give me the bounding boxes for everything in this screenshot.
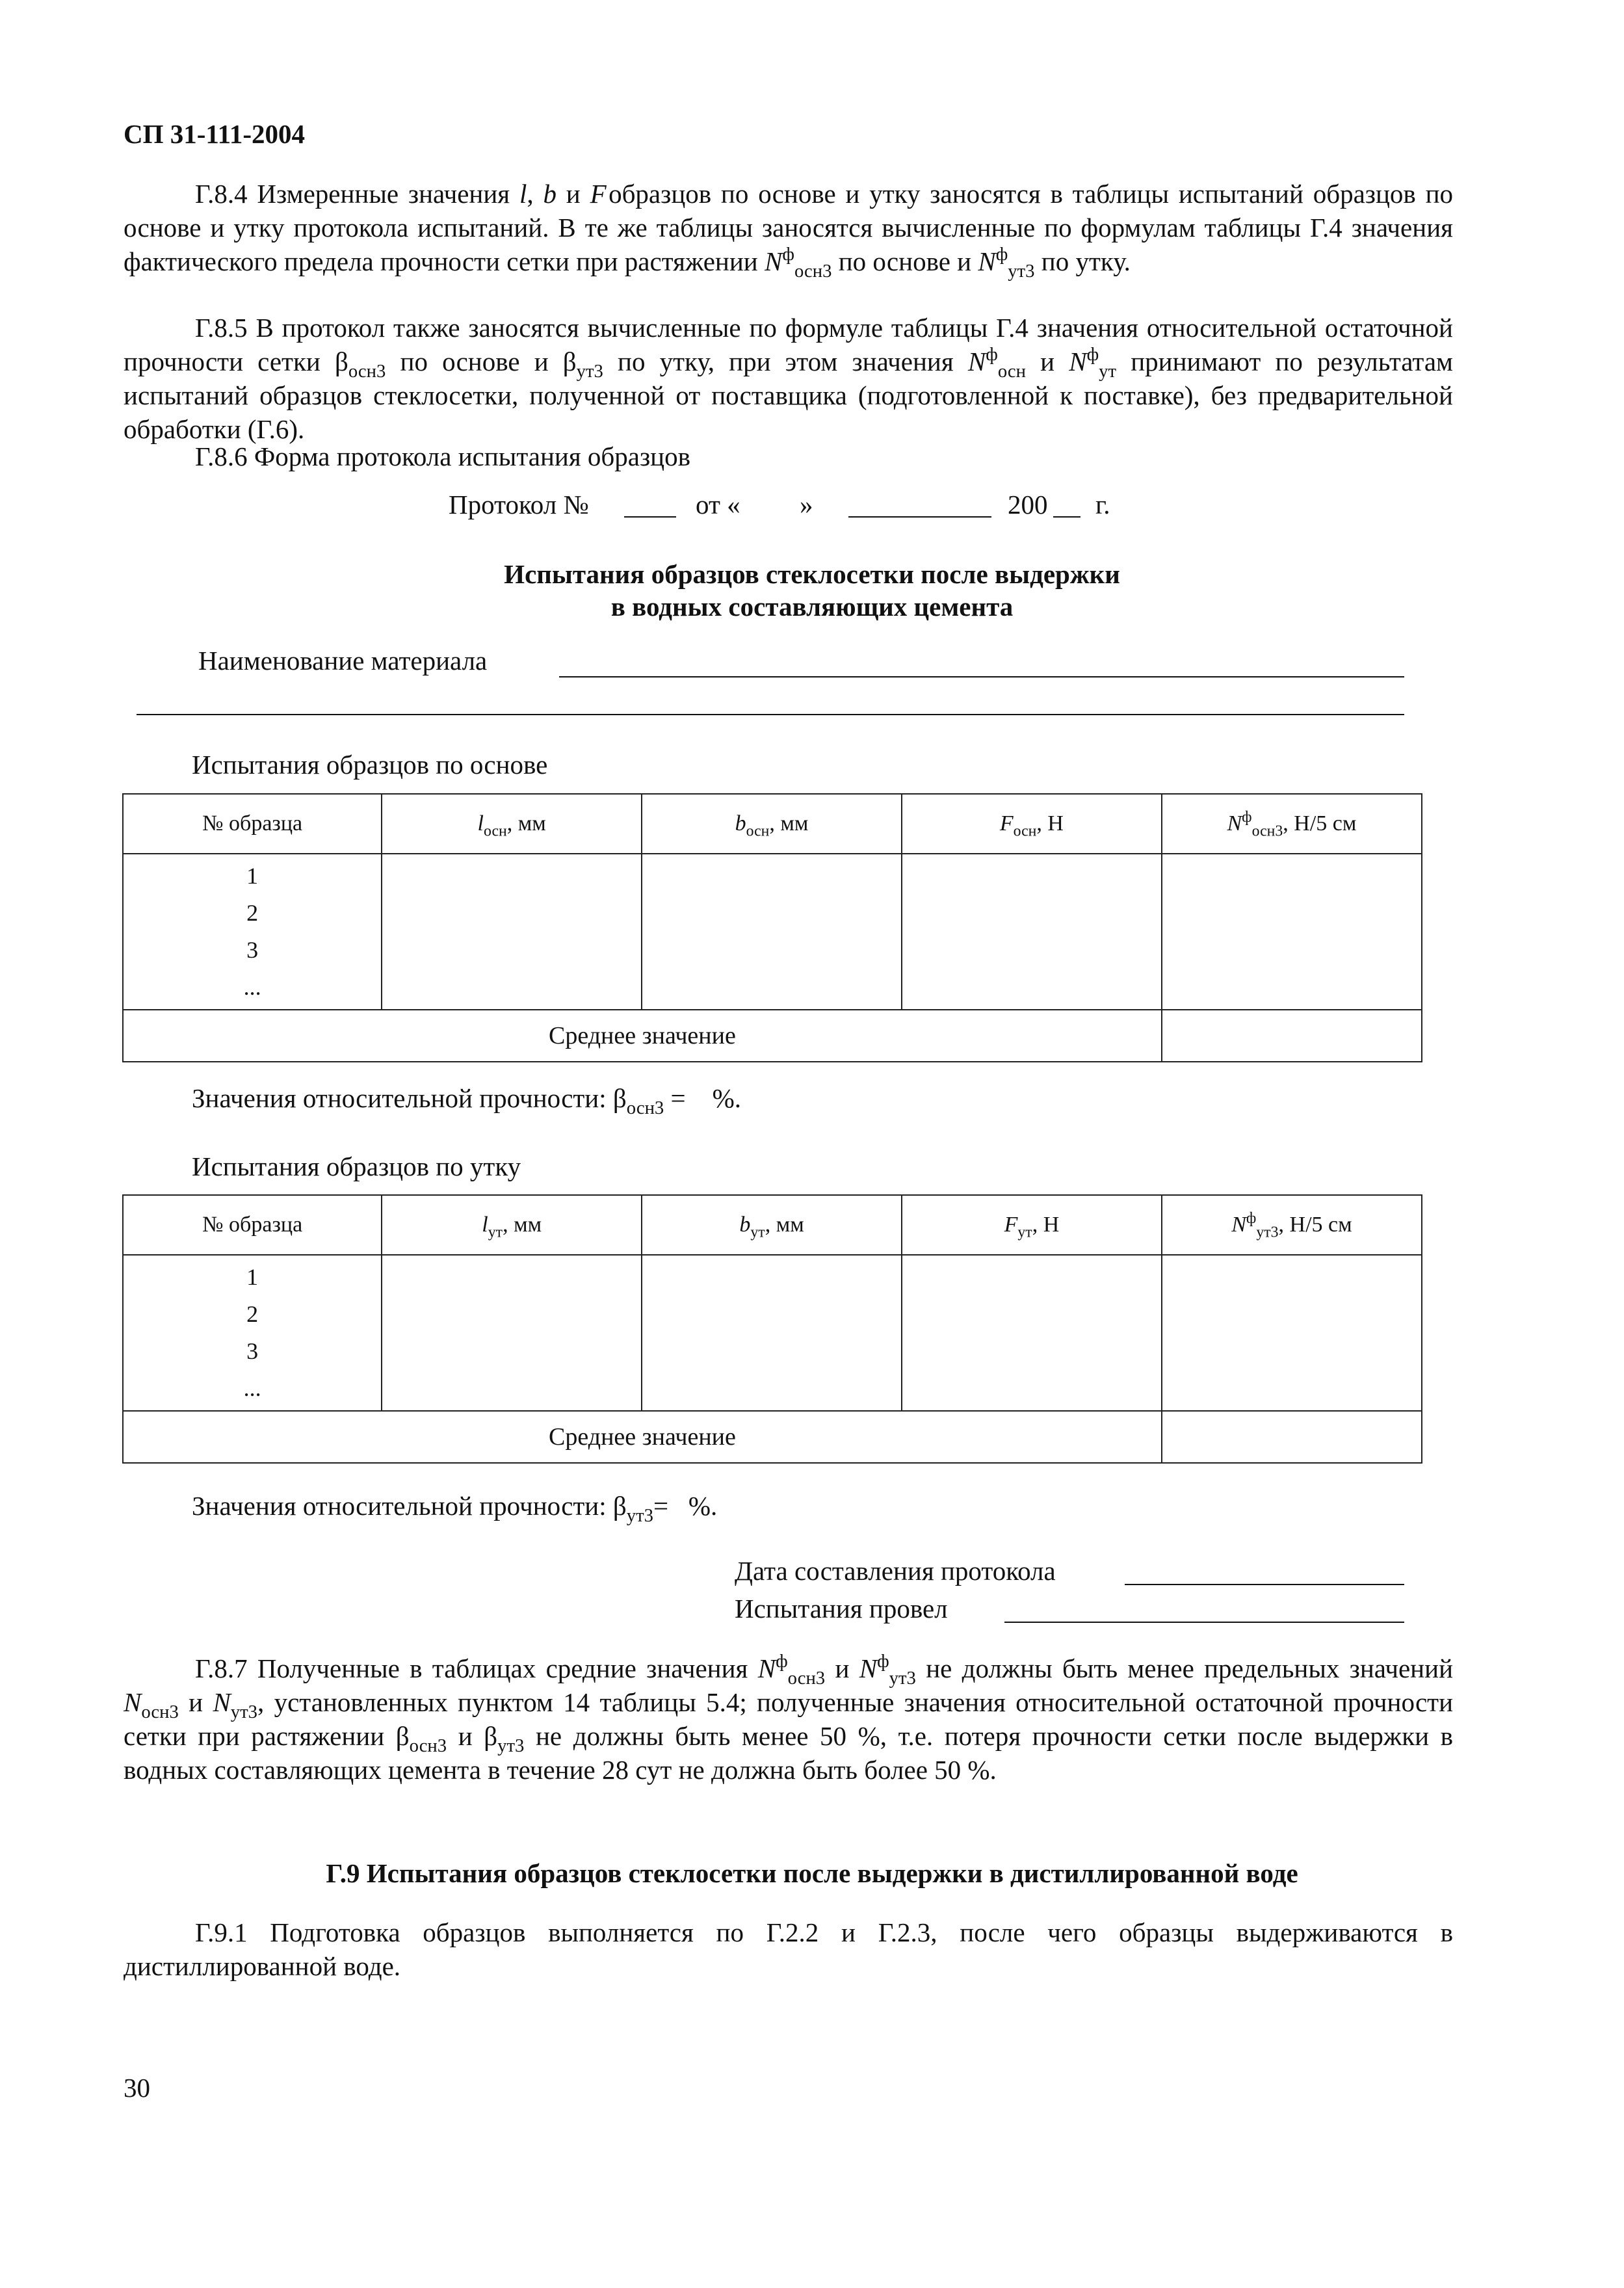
header-strength: $N^ф_{осн3}$, Н/5 см bbox=[1162, 794, 1422, 854]
paragraph-g-8-4: Г.8.4 Измеренные значения l, b и F образцов по основе и утку заносятся в таблицы испытаний образцов по основе и утку протокола испытаний. В те же таблицы заносятся вычисленные по формулам таблицы Г.4 значения фактического предела прочности сетки при растяжении $N^ф_{осн3}$ по основе и $N^ф_{ут3}$ по утку. bbox=[124, 179, 1454, 282]
paragraph-g-9-1: Г.9.1 Подготовка образцов выполняется по Г.2.2 и Г.2.3, после чего образцы выдерживаются в дистиллированной воде. bbox=[124, 1917, 1453, 1981]
protocol-number-blank bbox=[624, 516, 676, 518]
paragraph-g-8-7: Г.8.7 Полученные в таблицах средние значения $N^ф_{осн3}$ и $N^ф_{ут3}$ не должны быть менее предельных значений $N_{осн3}$ и $N_{ут3}$, установленных пунктом 14 таблицы 5.4; полученные значения относительной остаточной прочности сетки при растяжении $\beta_{осн3}$ и $\beta_{ут3}$ не должны быть менее 50 %, т.е. потеря прочности сетки после выдержки в водных составляющих цемента в течение 28 сут не должна быть более 50 %. bbox=[124, 1651, 1454, 1785]
section-g-9-heading: Г.9 Испытания образцов стеклосетки после выдержки в дистиллированной воде bbox=[326, 1858, 1298, 1888]
header-sample-no: № образца bbox=[123, 1195, 382, 1255]
tester-label: Испытания провел bbox=[735, 1594, 948, 1624]
material-label: Наименование материала bbox=[198, 646, 488, 676]
protocol-line bbox=[449, 488, 1131, 521]
force-values-cell[interactable] bbox=[902, 1255, 1162, 1411]
table-row: 1 bbox=[246, 863, 259, 889]
table-warp bbox=[122, 793, 1422, 1062]
table-row: 2 bbox=[246, 1301, 259, 1327]
table-warp-caption: Испытания образцов по основе bbox=[192, 750, 548, 780]
document-code: СП 31-111-2004 bbox=[124, 119, 306, 149]
date-blank bbox=[1125, 1584, 1404, 1585]
header-sample-no: № образца bbox=[123, 794, 382, 854]
strength-values-cell[interactable] bbox=[1162, 854, 1422, 1010]
date-month-blank bbox=[848, 516, 991, 518]
paragraph-g-8-6: Г.8.6 Форма протокола испытания образцов bbox=[195, 441, 690, 471]
width-values-cell[interactable] bbox=[642, 854, 902, 1010]
year-prefix: 200 bbox=[1008, 490, 1048, 519]
protocol-label: Протокол № bbox=[449, 490, 589, 519]
form-title-line-2: в водных составляющих цемента bbox=[610, 592, 1014, 622]
relative-strength-warp: Значения относительной прочности: $\beta_{осн3}$ = %. bbox=[192, 1083, 742, 1119]
table-row: 1 bbox=[246, 1264, 259, 1290]
mean-value-cell[interactable] bbox=[1162, 1010, 1422, 1062]
table-weft bbox=[122, 1194, 1422, 1464]
from-label: от « bbox=[696, 490, 740, 519]
paragraph-g-8-5: Г.8.5 В протокол также заносятся вычисленные по формуле таблицы Г.4 значения относительной остаточной прочности сетки $\beta_{осн3}$ по основе и $\beta_{ут3}$ по утку, при этом значения $N^ф_{осн}$ и $N^ф_{ут}$ принимают по результатам испытаний образцов стеклосетки, полученной от поставщика (подготовленной к поставке), без предварительной обработки (Г.6). bbox=[124, 313, 1453, 444]
sample-numbers bbox=[123, 854, 382, 1010]
quote-close: » bbox=[800, 490, 813, 519]
header-force: $F_{ут}$, Н bbox=[902, 1195, 1162, 1255]
table-row: 3 bbox=[246, 1338, 259, 1364]
length-values-cell[interactable] bbox=[382, 854, 642, 1010]
header-width: $b_{осн}$, мм bbox=[642, 794, 902, 854]
table-weft-caption: Испытания образцов по утку bbox=[192, 1151, 521, 1181]
mean-value-cell[interactable] bbox=[1162, 1411, 1422, 1463]
mean-label: Среднее значение bbox=[123, 1010, 1162, 1062]
material-name-blank-2 bbox=[137, 714, 1404, 715]
header-force: $F_{осн}$, Н bbox=[902, 794, 1162, 854]
relative-strength-weft: Значения относительной прочности: $\beta_{ут3}=$ %. bbox=[192, 1491, 718, 1527]
header-strength: $N^ф_{ут3}$, Н/5 см bbox=[1162, 1195, 1422, 1255]
date-label: Дата составления протокола bbox=[735, 1556, 1056, 1586]
width-values-cell[interactable] bbox=[642, 1255, 902, 1411]
mean-label: Среднее значение bbox=[123, 1411, 1162, 1463]
header-length: $l_{ут}$, мм bbox=[382, 1195, 642, 1255]
table-row: 2 bbox=[246, 900, 259, 926]
force-values-cell[interactable] bbox=[902, 854, 1162, 1010]
page-number: 30 bbox=[124, 2073, 150, 2103]
header-length: $l_{осн}$, мм bbox=[382, 794, 642, 854]
year-blank bbox=[1053, 516, 1080, 518]
header-width: $b_{ут}$, мм bbox=[642, 1195, 902, 1255]
table-row: 3 bbox=[246, 937, 259, 963]
year-suffix: г. bbox=[1095, 490, 1110, 519]
strength-values-cell[interactable] bbox=[1162, 1255, 1422, 1411]
sample-numbers bbox=[123, 1255, 382, 1411]
form-title-line-1: Испытания образцов стеклосетки после выдержки bbox=[504, 559, 1120, 589]
table-row: ... bbox=[243, 974, 261, 1000]
material-name-blank bbox=[559, 676, 1404, 677]
length-values-cell[interactable] bbox=[382, 1255, 642, 1411]
table-row: ... bbox=[243, 1375, 261, 1401]
tester-blank bbox=[1004, 1622, 1404, 1623]
